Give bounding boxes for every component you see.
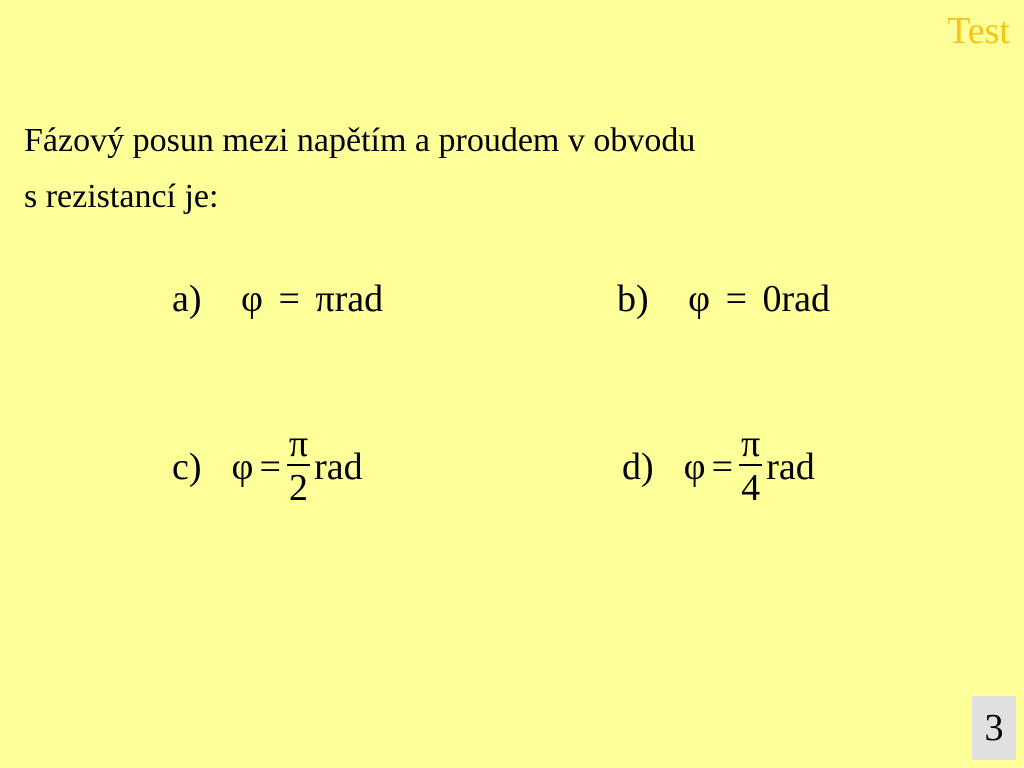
question-line-2: s rezistancí je:: [24, 178, 219, 215]
option-c-numerator: π: [288, 423, 309, 465]
option-c-label: c): [172, 446, 202, 488]
option-d-fraction: [739, 424, 762, 510]
option-b-phi: φ: [688, 278, 711, 320]
option-a-phi: φ: [241, 278, 263, 320]
option-d-equals: =: [711, 446, 734, 488]
option-c-phi: φ: [231, 446, 254, 488]
option-c-equals: =: [259, 446, 281, 488]
option-d-phi: φ: [683, 446, 706, 488]
option-c[interactable]: [172, 424, 363, 510]
option-c-unit: rad: [314, 446, 363, 488]
option-d[interactable]: [622, 424, 815, 510]
option-b[interactable]: [617, 280, 830, 318]
option-b-value: 0: [762, 278, 782, 320]
option-c-denominator: 2: [289, 467, 308, 509]
option-a-label: a): [172, 278, 202, 320]
option-a[interactable]: [172, 280, 383, 318]
slide-title: Test: [947, 10, 1010, 52]
option-a-equals: =: [278, 278, 300, 320]
option-a-value: π: [315, 278, 335, 320]
option-b-unit: rad: [781, 278, 831, 320]
question-line-1: Fázový posun mezi napětím a proudem v obvodu: [24, 122, 696, 159]
question-text: [24, 113, 984, 225]
option-a-unit: rad: [334, 278, 384, 320]
option-b-equals: =: [725, 278, 748, 320]
option-c-fraction: [287, 424, 310, 510]
page-number: 3: [972, 696, 1016, 760]
option-d-numerator: π: [741, 423, 761, 465]
option-b-label: b): [617, 278, 649, 320]
option-d-unit: rad: [766, 446, 815, 488]
option-d-denominator: 4: [741, 467, 761, 509]
option-d-label: d): [622, 446, 654, 488]
